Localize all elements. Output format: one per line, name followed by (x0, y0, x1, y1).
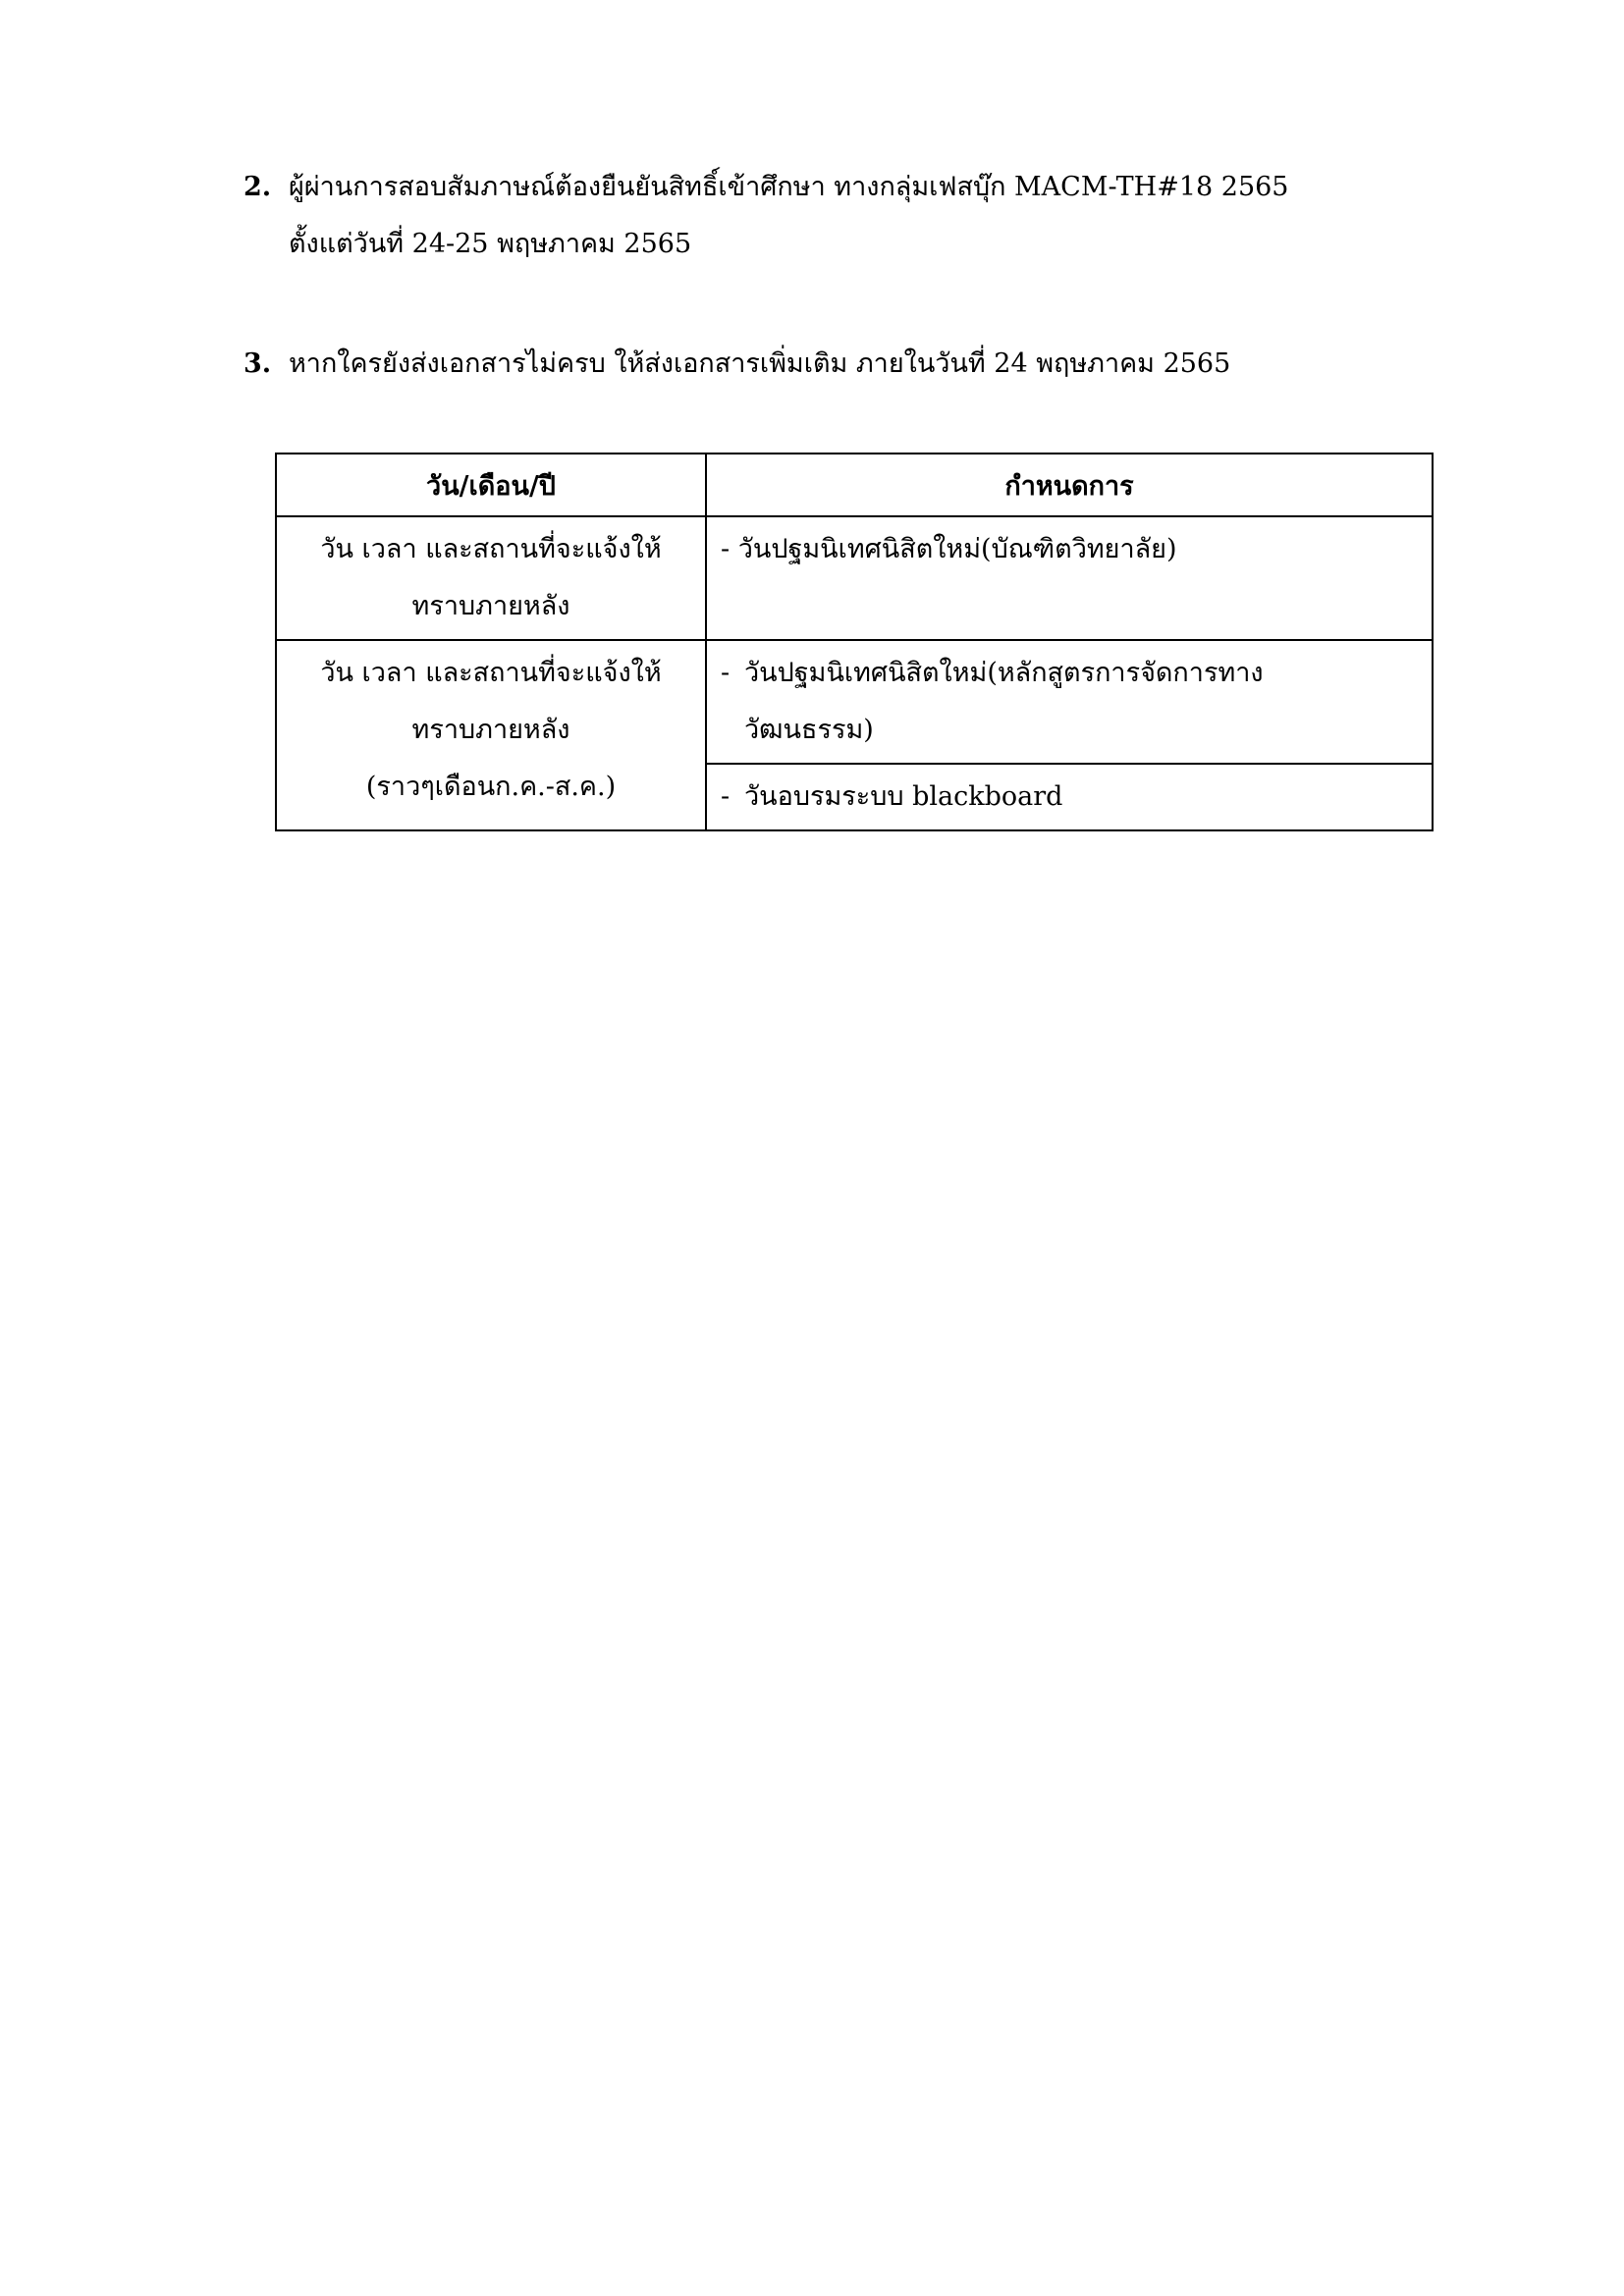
list-item-3 (244, 336, 1230, 393)
date-line: วัน เวลา และสถานที่จะแจ้งให้ (320, 658, 662, 688)
agenda-cell (706, 764, 1433, 830)
date-line: ทราบภายหลัง (411, 591, 570, 621)
agenda-cell (706, 640, 1433, 764)
date-line: (ราวๆเดือนก.ค.-ส.ค.) (365, 772, 617, 802)
agenda-line: วันอบรมระบบ blackboard (744, 781, 1063, 812)
agenda-line: วัฒนธรรม) (744, 715, 874, 745)
table-header-row (276, 454, 1433, 516)
header-date: วัน/เดือน/ปี (276, 454, 706, 516)
list-number: 3. (244, 348, 272, 379)
date-line: วัน เวลา และสถานที่จะแจ้งให้ (320, 534, 662, 564)
list-number: 2. (244, 172, 272, 202)
bullet-dash: - (721, 658, 731, 688)
list-text-line: ตั้งแต่วันที่ 24-25 พฤษภาคม 2565 (289, 229, 692, 259)
bullet-dash: - (721, 781, 731, 812)
list-item-2 (244, 159, 1288, 273)
list-text-line: หากใครยังส่งเอกสารไม่ครบ ให้ส่งเอกสารเพิ่มเติม ภายในวันที่ 24 พฤษภาคม 2565 (289, 348, 1231, 379)
date-line: ทราบภายหลัง (411, 715, 570, 745)
date-cell (276, 516, 706, 640)
date-cell (276, 640, 706, 830)
list-text-line: ผู้ผ่านการสอบสัมภาษณ์ต้องยืนยันสิทธิ์เข้าศึกษา ทางกลุ่มเฟสบุ๊ก MACM-TH#18 2565 (289, 172, 1289, 202)
schedule-table (275, 453, 1434, 831)
agenda-line: - วันปฐมนิเทศนิสิตใหม่(บัณฑิตวิทยาลัย) (721, 534, 1177, 564)
table-row (276, 516, 1433, 640)
agenda-line: วันปฐมนิเทศนิสิตใหม่(หลักสูตรการจัดการทาง (744, 658, 1264, 688)
header-agenda: กำหนดการ (706, 454, 1433, 516)
agenda-cell (706, 516, 1433, 640)
table-row (276, 640, 1433, 764)
